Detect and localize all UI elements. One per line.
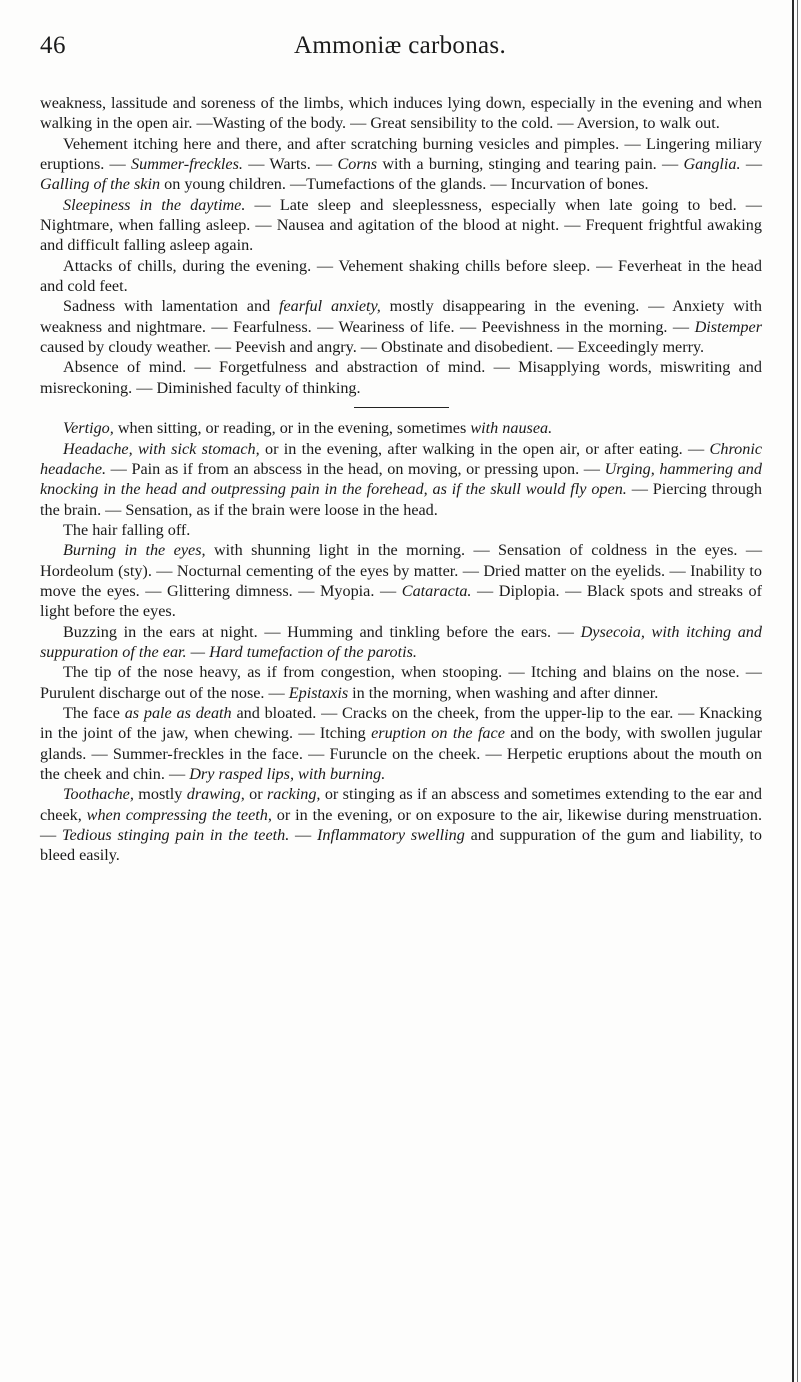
paragraph-vertigo: Vertigo, when sitting, or reading, or in the evening, sometimes with nausea. <box>63 419 553 438</box>
paragraph-mind: Absence of mind. — Forgetfulness and abstraction of mind. — Misapplying words, miswriting and misreckoning. — Diminished faculty of thinking. <box>40 358 762 397</box>
paragraph-nose: The tip of the nose heavy, as if from congestion, when stooping. — Itching and blains on the nose. — Purulent discharge out of the nose. — Epistaxis in the morning, when washing and after dinner. <box>40 663 762 702</box>
paragraph-chills: Attacks of chills, during the evening. — Vehement shaking chills before sleep. — Feverheat in the head and cold feet. <box>40 256 762 296</box>
paragraph-eyes: Burning in the eyes, with shunning light in the morning. — Sensation of coldness in the eyes. — Hordeolum (sty). — Nocturnal cementing of the eyes by matter. — Dried matter on the eyelids. — Inability to move the eyes. — Glittering dimness. — Myopia. — Cataracta. — Diplopia. — Black spots and streaks of light before the eyes. <box>40 541 763 621</box>
running-title: Ammoniæ carbonas. <box>293 32 506 59</box>
page-body <box>40 93 762 866</box>
paragraph-hair: The hair falling off. <box>63 520 191 539</box>
page-header <box>40 32 760 72</box>
paragraph-skin: Vehement itching here and there, and after scratching burning vesicles and pimples. — Lingering miliary eruptions. — Summer-freckles. — Warts. — Corns with a burning, stinging and tearing pain. — Ganglia. — Galling of the skin on young children. —Tumefactions of the glands. — Incurvation of bones. <box>40 134 763 194</box>
paragraph-teeth: Toothache, mostly drawing, or racking, or stinging as if an abscess and sometimes extending to the ear and cheek, when compressing the teeth, or in the evening, or on exposure to the air, likewise during menstruation. — Tedious stinging pain in the teeth. — Inflammatory swelling and suppuration of the gum and liability, to bleed easily. <box>40 785 763 865</box>
page-edge-line <box>797 0 798 1382</box>
page-edge-shadow <box>792 0 794 1382</box>
paragraph-ears: Buzzing in the ears at night. — Humming and tinkling before the ears. — Dysecoia, with itching and suppuration of the ear. — Hard tumefaction of the parotis. <box>40 622 762 661</box>
section-divider <box>354 407 449 408</box>
paragraph-headache: Headache, with sick stomach, or in the evening, after walking in the open air, or after eating. — Chronic headache. — Pain as if from an abscess in the head, on moving, or pressing upon. — Urging, hammering and knocking in the head and outpressing pain in the forehead, as if the skull would fly open. — Piercing through the brain. — Sensation, as if the brain were loose in the head. <box>40 439 763 519</box>
paragraph-weakness: weakness, lassitude and soreness of the limbs, which induces lying down, especially in the evening and when walking in the open air. —Wasting of the body. — Great sensibility to the cold. — Aversion, to walk out. <box>40 94 762 133</box>
paragraph-face: The face as pale as death and bloated. — Cracks on the cheek, from the upper-lip to the ear. — Knacking in the joint of the jaw, when chewing. — Itching eruption on the face and on the body, with swollen jugular glands. — Summer-freckles in the face. — Furuncle on the cheek. — Herpetic eruptions about the mouth on the cheek and chin. — Dry rasped lips, with burning. <box>40 703 762 783</box>
paragraph-sleep: Sleepiness in the daytime. — Late sleep and sleeplessness, especially when late going to bed. — Nightmare, when falling asleep. — Nausea and agitation of the blood at night. — Frequent frightful awaking and difficult falling asleep again. <box>40 195 762 255</box>
page-number: 46 <box>40 32 66 59</box>
paragraph-mood: Sadness with lamentation and fearful anxiety, mostly disappearing in the evening. — Anxiety with weakness and nightmare. — Fearfulness. — Weariness of life. — Peevishness in the morning. — Distemper caused by cloudy weather. — Peevish and angry. — Obstinate and disobedient. — Exceedingly merry. <box>40 297 762 357</box>
